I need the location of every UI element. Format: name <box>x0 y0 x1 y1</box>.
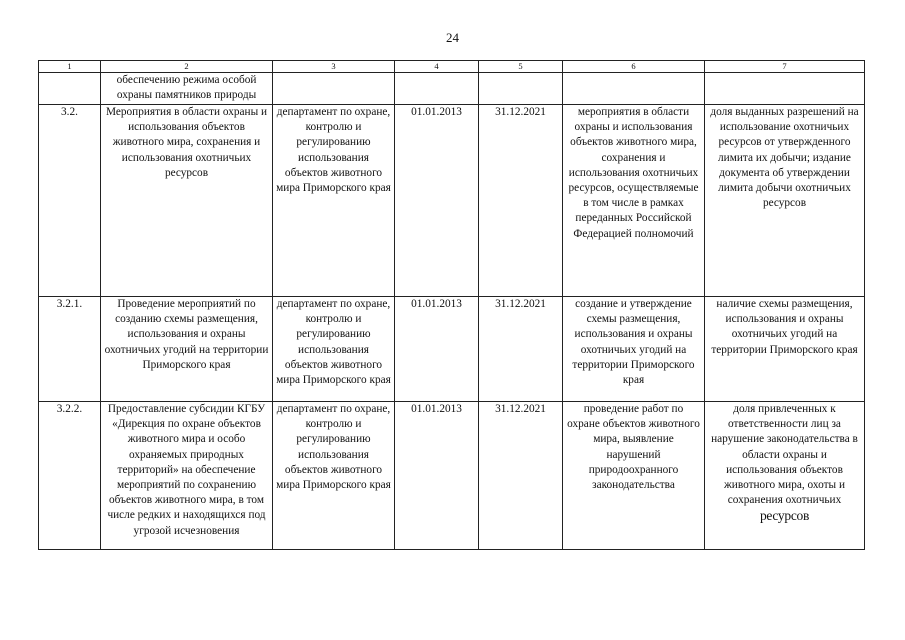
cell-result <box>563 73 705 105</box>
cell-num <box>39 73 101 105</box>
cell-end <box>479 73 563 105</box>
cell-executor: департамент по охране, контролю и регулированию использования объектов животного мира Приморского края <box>273 105 395 297</box>
cell-indicator <box>705 402 865 550</box>
cell-end: 31.12.2021 <box>479 297 563 402</box>
column-header: 3 <box>273 61 395 73</box>
column-number-row <box>39 61 865 73</box>
table-row <box>39 105 865 297</box>
cell-start: 01.01.2013 <box>395 402 479 550</box>
cell-activity: Проведение мероприятий по созданию схемы размещения, использования и охраны охотничьих угодий на территории Приморского края <box>101 297 273 402</box>
page-number: 24 <box>446 30 459 45</box>
indicator-last-word: ресурсов <box>759 508 810 524</box>
cell-start: 01.01.2013 <box>395 105 479 297</box>
cell-executor: департамент по охране, контролю и регулированию использования объектов животного мира Приморского края <box>273 297 395 402</box>
cell-start: 01.01.2013 <box>395 297 479 402</box>
cell-end: 31.12.2021 <box>479 402 563 550</box>
cell-activity: обеспечению режима особой охраны памятников природы <box>101 73 273 105</box>
column-header: 2 <box>101 61 273 73</box>
cell-num: 3.2. <box>39 105 101 297</box>
column-header: 1 <box>39 61 101 73</box>
column-header: 4 <box>395 61 479 73</box>
column-header: 6 <box>563 61 705 73</box>
cell-executor <box>273 73 395 105</box>
cell-result: создание и утверждение схемы размещения, использования и охраны охотничьих угодий на территории Приморского края <box>563 297 705 402</box>
cell-end: 31.12.2021 <box>479 105 563 297</box>
table-row <box>39 402 865 550</box>
cell-result: мероприятия в области охраны и использования объектов животного мира, сохранения и использования охотничьих ресурсов, осуществляемые в том числе в рамках переданных Российской Федерацией полномочий <box>563 105 705 297</box>
cell-activity: Мероприятия в области охраны и использования объектов животного мира, сохранения и использования охотничьих ресурсов <box>101 105 273 297</box>
cell-indicator <box>705 73 865 105</box>
measures-table <box>38 60 865 550</box>
cell-indicator: доля выданных разрешений на использование охотничьих ресурсов от утвержденного лимита их добычи; издание документа об утверждении лимита добычи охотничьих ресурсов <box>705 105 865 297</box>
column-header: 7 <box>705 61 865 73</box>
cell-indicator: наличие схемы размещения, использования и охраны охотничьих угодий на территории Приморского края <box>705 297 865 402</box>
table-row <box>39 297 865 402</box>
table-row <box>39 73 865 105</box>
cell-executor: департамент по охране, контролю и регулированию использования объектов животного мира Приморского края <box>273 402 395 550</box>
column-header: 5 <box>479 61 563 73</box>
cell-activity: Предоставление субсидии КГБУ «Дирекция по охране объектов животного мира и особо охраняемых природных территорий» на обеспечение мероприятий по сохранению объектов животного мира, в том числе редких и находящихся под угрозой исчезновения <box>101 402 273 550</box>
cell-num: 3.2.2. <box>39 402 101 550</box>
indicator-text: доля привлеченных к ответственности лиц за нарушение законодательства в области охраны и использования объектов животного мира, охоты и сохранения охотничьих <box>711 403 858 507</box>
cell-start <box>395 73 479 105</box>
cell-result: проведение работ по охране объектов животного мира, выявление нарушений природоохранного законодательства <box>563 402 705 550</box>
cell-num: 3.2.1. <box>39 297 101 402</box>
